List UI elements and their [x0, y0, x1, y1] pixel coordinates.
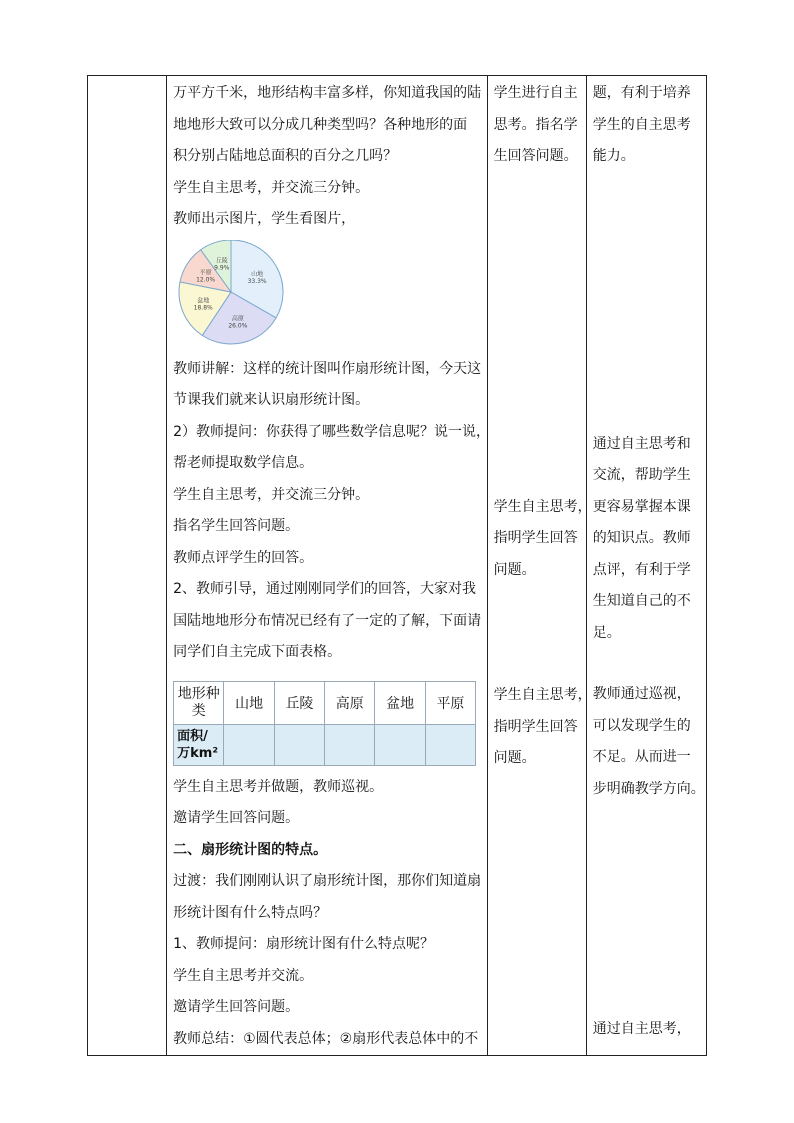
pie-slice-value-label: 12.0%	[196, 276, 216, 284]
text-line: 2）教师提问：你获得了哪些数学信息呢？说一说，	[173, 423, 491, 440]
text-line: 通过自主思考，	[592, 1021, 691, 1037]
terrain-area-table	[173, 681, 476, 766]
text-line: 1、教师提问：扇形统计图有什么特点呢？	[173, 936, 435, 952]
text-line: 教师点评学生的回答。	[173, 549, 314, 566]
teaching-process-column	[167, 76, 491, 1056]
text-line: 形统计图有什么特点吗？	[173, 904, 328, 921]
area-input-cell[interactable]	[425, 724, 475, 765]
text-line: 邀请学生回答问题。	[173, 999, 300, 1015]
text-line: 足。	[592, 624, 621, 641]
text-line: 学生进行自主	[493, 85, 578, 101]
text-line: 生知道自己的不	[592, 593, 691, 609]
text-line: 学生自主思考，	[493, 687, 592, 703]
text-line: 生回答问题。	[493, 148, 578, 164]
terrain-column-header: 丘陵	[274, 681, 324, 724]
pie-slice-category-label: 山地	[251, 270, 264, 278]
text-line: 教师出示图片，学生看图片，	[173, 211, 356, 227]
text-line: 问题。	[493, 750, 536, 766]
text-line: 问题。	[493, 561, 536, 578]
text-line: 学生自主思考并交流。	[173, 967, 314, 984]
text-line: 步明确教学方向。	[592, 780, 705, 797]
text-line: 教师讲解：这样的统计图叫作扇形统计图，今天这	[173, 360, 482, 377]
text-line: 学生自主思考并做题，教师巡视。	[173, 778, 384, 795]
pie-slice-category-label: 平原	[199, 269, 212, 277]
text-line: 学生自主思考，并交流三分钟。	[173, 486, 370, 503]
area-row-label	[174, 724, 224, 765]
text-line: 邀请学生回答问题。	[173, 810, 300, 826]
student-activity-column	[487, 76, 592, 1056]
text-line: 不足。从而进一	[592, 749, 691, 765]
terrain-header-cell	[174, 681, 224, 724]
stage-column	[88, 76, 167, 1056]
terrain-column-header: 平原	[425, 681, 475, 724]
text-line: 点评，有利于学	[592, 561, 691, 578]
section-heading: 二、扇形统计图的特点。	[173, 841, 328, 858]
pie-chart	[175, 240, 295, 350]
text-line: 通过自主思考和	[592, 435, 691, 452]
text-line: 指名学生回答问题。	[173, 518, 300, 534]
design-intent-column	[586, 76, 706, 1056]
text-line: 帮老师提取数学信息。	[173, 455, 314, 471]
text-line: 学生自主思考，并交流三分钟。	[173, 179, 370, 196]
pie-slice-value-label: 9.9%	[214, 263, 230, 271]
pie-slice-value-label: 26.0%	[228, 321, 248, 329]
header-label-part: 类	[191, 702, 206, 719]
area-input-cell[interactable]	[325, 724, 375, 765]
lesson-plan-table	[87, 75, 707, 1056]
text-line: 2、教师引导，通过刚刚同学们的回答，大家对我	[173, 581, 477, 597]
text-line: 更容易掌握本课	[592, 498, 691, 515]
area-input-cell[interactable]	[274, 724, 324, 765]
terrain-column-header: 盆地	[375, 681, 425, 724]
pie-slice-category-label: 丘陵	[215, 256, 228, 264]
pie-slice-category-label: 盆地	[197, 297, 210, 305]
text-line: 的知识点。教师	[592, 530, 691, 546]
pie-slice-value-label: 33.3%	[247, 277, 267, 285]
text-line: 指明学生回答	[493, 530, 578, 546]
text-line: 教师通过巡视，	[592, 686, 691, 702]
text-line: 节课我们就来认识扇形统计图。	[173, 392, 370, 408]
text-line: 万平方千米，地形结构丰富多样，你知道我国的陆	[173, 85, 482, 101]
text-line: 学生自主思考，	[493, 498, 592, 515]
terrain-column-header: 高原	[325, 681, 375, 724]
text-line: 可以发现学生的	[592, 717, 691, 734]
text-line: 过渡：我们刚刚认识了扇形统计图，那你们知道扇	[173, 873, 482, 889]
row-label-part: 万km²	[177, 745, 219, 761]
pie-chart-figure	[175, 240, 483, 350]
text-line: 交流，帮助学生	[592, 467, 691, 483]
terrain-column-header: 山地	[224, 681, 274, 724]
text-line: 同学们自主完成下面表格。	[173, 644, 342, 660]
pie-slice-category-label: 高原	[232, 314, 245, 322]
text-line: 思考。指名学	[493, 116, 578, 133]
text-line: 积分别占陆地总面积的百分之几吗？	[173, 148, 398, 164]
text-line: 地地形大致可以分成几种类型吗？各种地形的面	[173, 116, 468, 133]
area-input-cell[interactable]	[375, 724, 425, 765]
header-label-part: 地形种	[177, 685, 220, 702]
text-line: 国陆地地形分布情况已经有了一定的了解，下面请	[173, 612, 482, 629]
pie-slice-value-label: 18.8%	[193, 304, 213, 312]
text-line: 学生的自主思考	[592, 116, 691, 133]
text-line: 指明学生回答	[493, 718, 578, 735]
text-line: 能力。	[592, 148, 635, 164]
text-line: 教师总结：①圆代表总体；②扇形代表总体中的不	[173, 1030, 479, 1047]
row-label-part: 面积/	[177, 728, 208, 744]
text-line: 题，有利于培养	[592, 85, 691, 101]
area-input-cell[interactable]	[224, 724, 274, 765]
